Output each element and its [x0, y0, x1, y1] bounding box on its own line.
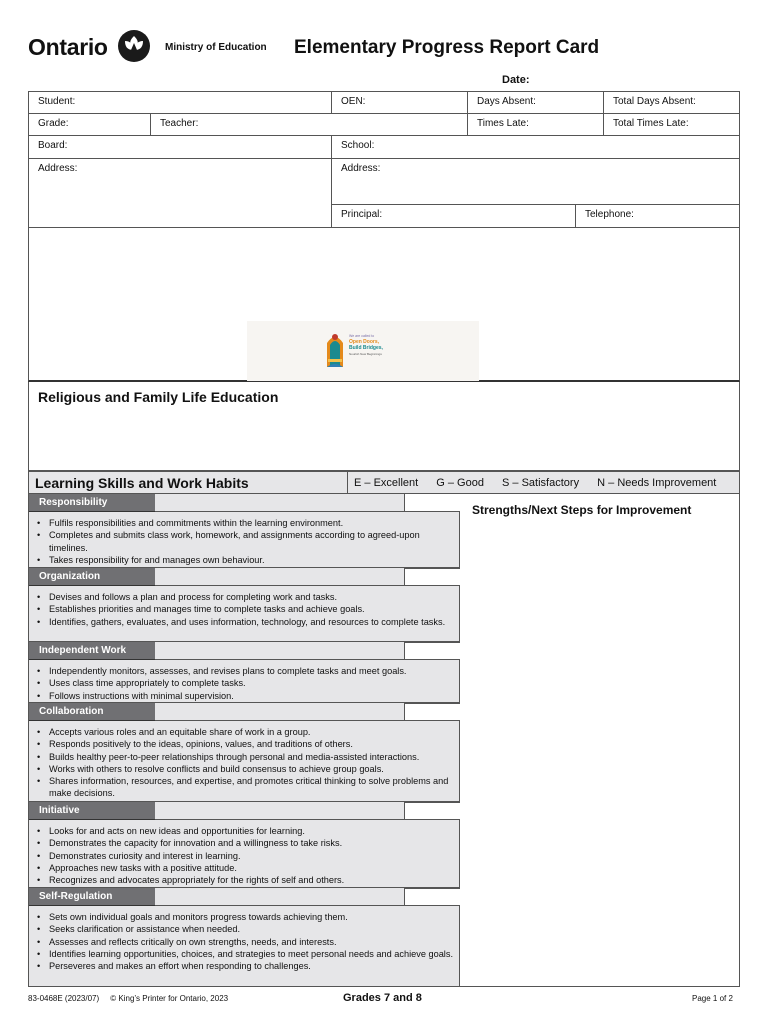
grades-label: Grades 7 and 8 [343, 992, 422, 1004]
list-item: • Sets own individual goals and monitors progress towards achieving them. [37, 911, 457, 923]
footer-form-info [28, 994, 228, 1003]
legend-excellent: E – Excellent [354, 477, 419, 489]
total-times-late-field[interactable]: Total Times Late: [603, 113, 740, 136]
school-field[interactable]: School: [331, 135, 740, 159]
form-number: 83-0468E (2023/07) [28, 994, 100, 1003]
times-late-field[interactable]: Times Late: [467, 113, 604, 136]
self-regulation-rating-box[interactable] [404, 888, 460, 906]
skill-label: Self-Regulation [29, 888, 155, 906]
list-item: • Identifies learning opportunities, choices, and strategies to meet personal needs and achieve goals. [37, 948, 457, 960]
initiative-rating-box[interactable] [404, 802, 460, 820]
teacher-field[interactable]: Teacher: [150, 113, 468, 136]
skill-label: Organization [29, 568, 155, 586]
list-item: • Demonstrates the capacity for innovation and a willingness to take risks. [37, 837, 457, 849]
banner-area [28, 227, 740, 382]
skill-label-underline [155, 720, 404, 721]
skill-bullets [37, 911, 457, 972]
skill-label: Collaboration [29, 703, 155, 721]
skill-bullets [37, 665, 457, 702]
oen-field[interactable]: OEN: [331, 91, 468, 114]
rating-legend [354, 477, 731, 489]
skill-label-underline [155, 659, 404, 660]
page-header [28, 28, 740, 68]
list-item: • Recognizes and advocates appropriately for the rights of self and others. [37, 874, 457, 886]
legend-needs-improvement: N – Needs Improvement [597, 477, 717, 489]
list-item: • Assesses and reflects critically on own strengths, needs, and interests. [37, 936, 457, 948]
list-item: • Independently monitors, assesses, and revises plans to complete tasks and meet goals. [37, 665, 457, 677]
skill-bullets [37, 591, 457, 628]
skill-responsibility [29, 494, 460, 568]
list-item: • Works with others to resolve conflicts and build consensus to achieve group goals. [37, 763, 457, 775]
list-item: • Responds positively to the ideas, opinions, values, and traditions of others. [37, 738, 457, 750]
list-item: • Demonstrates curiosity and interest in learning. [37, 850, 457, 862]
rfle-title: Religious and Family Life Education [38, 389, 279, 405]
skill-initiative [29, 802, 460, 888]
legend-good: G – Good [436, 477, 484, 489]
student-field[interactable]: Student: [28, 91, 332, 114]
skill-label-underline [155, 585, 404, 586]
list-item: • Approaches new tasks with a positive attitude. [37, 862, 457, 874]
header-divider [347, 472, 348, 493]
list-item: • Devises and follows a plan and process for completing work and tasks. [37, 591, 457, 603]
list-item: • Uses class time appropriately to complete tasks. [37, 677, 457, 689]
page-number: Page 1 of 2 [692, 994, 733, 1003]
principal-field[interactable]: Principal: [331, 204, 576, 228]
document-title: Elementary Progress Report Card [294, 37, 600, 58]
skill-label-underline [155, 511, 404, 512]
skill-label: Initiative [29, 802, 155, 820]
strengths-next-steps-area[interactable] [460, 494, 740, 987]
school-address-field[interactable]: Address: [331, 158, 740, 205]
church-door-icon [325, 329, 345, 369]
board-address-field[interactable]: Address: [28, 158, 332, 228]
ministry-name: Ministry of Education [165, 42, 267, 53]
skill-label-underline [155, 819, 404, 820]
organization-rating-box[interactable] [404, 568, 460, 586]
learning-skills-list [28, 494, 460, 987]
banner-line-2: Open Doors, [349, 339, 380, 345]
rfle-section[interactable] [28, 382, 740, 471]
list-item: • Looks for and acts on new ideas and opportunities for learning. [37, 825, 457, 837]
banner-line-1: We are called to [349, 334, 375, 338]
skill-self-regulation [29, 888, 460, 986]
skill-label-underline [155, 905, 404, 906]
collaboration-rating-box[interactable] [404, 703, 460, 721]
list-item: • Seeks clarification or assistance when needed. [37, 923, 457, 935]
banner-line-4: Nourish New Beginnings [349, 352, 382, 356]
list-item: • Completes and submits class work, homework, and assignments according to agreed-upon timelines. [37, 529, 457, 554]
list-item: • Accepts various roles and an equitable share of work in a group. [37, 726, 457, 738]
total-days-absent-field[interactable]: Total Days Absent: [603, 91, 740, 114]
skill-independent-work [29, 642, 460, 703]
skill-collaboration [29, 703, 460, 802]
list-item: • Builds healthy peer-to-peer relationships through personal and media-assisted interactions. [37, 751, 457, 763]
banner-motto [349, 333, 383, 357]
strengths-title: Strengths/Next Steps for Improvement [472, 503, 692, 517]
list-item: • Follows instructions with minimal supervision. [37, 690, 457, 702]
list-item: • Takes responsibility for and manages own behaviour. [37, 554, 457, 566]
telephone-field[interactable]: Telephone: [575, 204, 740, 228]
trillium-logo-icon [118, 30, 150, 62]
list-item: • Perseveres and makes an effort when responding to challenges. [37, 960, 457, 972]
banner-line-3: Build Bridges, [349, 345, 383, 351]
grade-field[interactable]: Grade: [28, 113, 151, 136]
responsibility-rating-box[interactable] [404, 494, 460, 512]
skill-label: Independent Work [29, 642, 155, 660]
skill-bullets [37, 517, 457, 566]
days-absent-field[interactable]: Days Absent: [467, 91, 604, 114]
list-item: • Fulfils responsibilities and commitments within the learning environment. [37, 517, 457, 529]
board-field[interactable]: Board: [28, 135, 332, 159]
skill-label: Responsibility [29, 494, 155, 512]
ontario-logo-text: Ontario [28, 34, 108, 60]
skill-organization [29, 568, 460, 642]
learning-skills-header [28, 471, 740, 494]
learning-skills-title: Learning Skills and Work Habits [35, 475, 249, 491]
skill-bullets [37, 726, 457, 800]
list-item: • Identifies, gathers, evaluates, and uses information, technology, and resources to complete tasks. [37, 616, 457, 628]
list-item: • Shares information, resources, and expertise, and promotes critical thinking to solve problems and make decisions. [37, 775, 457, 800]
legend-satisfactory: S – Satisfactory [502, 477, 580, 489]
independent-work-rating-box[interactable] [404, 642, 460, 660]
list-item: • Establishes priorities and manages time to complete tasks and achieve goals. [37, 603, 457, 615]
date-label: Date: [502, 74, 530, 86]
skill-bullets [37, 825, 457, 886]
copyright: © King’s Printer for Ontario, 2023 [110, 994, 229, 1003]
banner-graphic [247, 321, 479, 381]
